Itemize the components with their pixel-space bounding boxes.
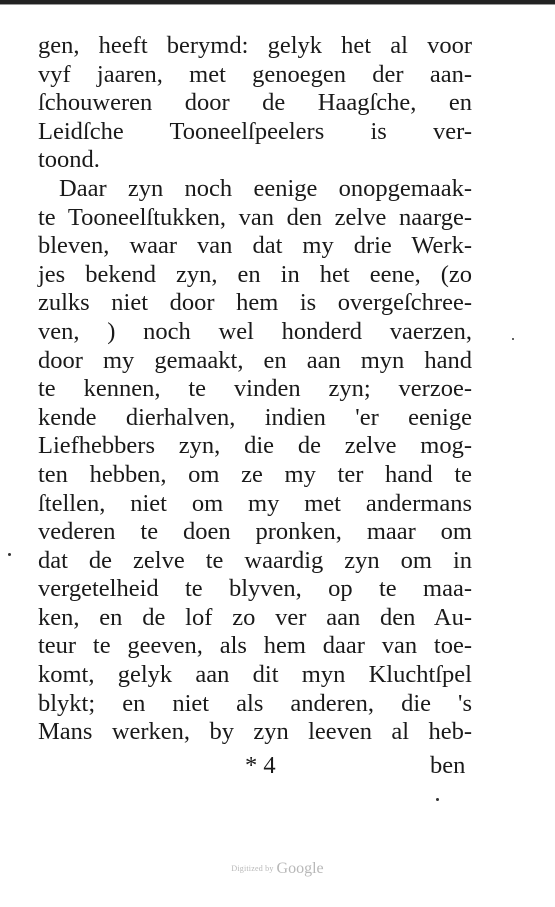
text-line: Leidſche Tooneelſpeelers is ver-	[38, 117, 472, 145]
text-line: door my gemaakt, en aan myn hand	[38, 346, 472, 374]
paper-speck	[8, 553, 11, 556]
text-line: te kennen, te vinden zyn; verzoe-	[38, 375, 472, 403]
text-line: bleven, waar van dat my drie Werk-	[38, 232, 472, 260]
text-line: te Tooneelſtukken, van den zelve naarge-	[38, 203, 472, 231]
page-body	[38, 32, 472, 747]
text-line: ken, en de lof zo ver aan den Au-	[38, 603, 472, 631]
digitized-by-label: Digitized by	[231, 864, 274, 873]
catchword: ben	[430, 752, 466, 779]
text-line: Liefhebbers zyn, die de zelve mog-	[38, 432, 472, 460]
signature-mark: * 4	[245, 752, 276, 779]
paper-speck	[436, 798, 439, 801]
text-line: zulks niet door hem is overgeſchree-	[38, 289, 472, 317]
text-line: ſtellen, niet om my met andermans	[38, 489, 472, 517]
text-line: gen, heeft berymd: gelyk het al voor	[38, 32, 472, 59]
text-line: ten hebben, om ze my ter hand te	[38, 460, 472, 488]
text-line: ven, ) noch wel honderd vaerzen,	[38, 317, 472, 345]
google-wordmark: Google	[276, 860, 324, 877]
digitizer-watermark	[0, 860, 555, 878]
text-line: komt, gelyk aan dit myn Kluchtſpel	[38, 661, 472, 689]
text-line: toond.	[38, 146, 100, 174]
text-line: blykt; en niet als anderen, die 's	[38, 689, 472, 717]
text-line: vederen te doen pronken, maar om	[38, 518, 472, 546]
text-line: vyf jaaren, met genoegen der aan-	[38, 60, 472, 88]
paper-speck	[512, 338, 514, 340]
text-line: Mans werken, by zyn leeven al heb-	[38, 718, 472, 746]
text-line: vergetelheid te blyven, op te maa-	[38, 575, 472, 603]
top-rule-shadow	[0, 4, 555, 5]
text-line: ſchouweren door de Haagſche, en	[38, 89, 472, 117]
paragraph-start-line: Daar zyn noch eenige onopgemaak-	[59, 174, 472, 202]
text-line: teur te geeven, als hem daar van toe-	[38, 632, 472, 660]
text-line: kende dierhalven, indien 'er eenige	[38, 403, 472, 431]
text-line: dat de zelve te waardig zyn om in	[38, 546, 472, 574]
text-line: jes bekend zyn, en in het eene, (zo	[38, 260, 472, 288]
